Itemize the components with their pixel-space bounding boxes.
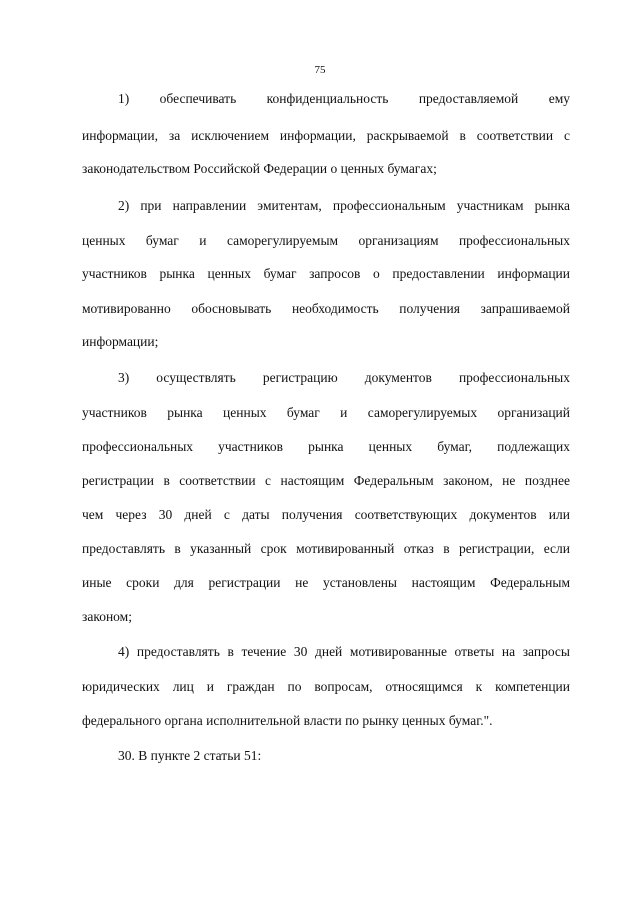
text-line: 30. В пункте 2 статьи 51: (118, 748, 262, 763)
text-line: 3) осуществлять регистрацию документов профессиональных (118, 370, 570, 385)
text-line: законодательством Российской Федерации о ценных бумагах; (82, 161, 437, 176)
text-line: мотивированно обосновывать необходимость получения запрашиваемой (82, 301, 570, 316)
text-line: иные сроки для регистрации не установлены настоящим Федеральным (82, 575, 570, 590)
text-line: 4) предоставлять в течение 30 дней мотивированные ответы на запросы (118, 644, 570, 659)
text-line: юридических лиц и граждан по вопросам, относящимся к компетенции (82, 679, 570, 694)
text-line: информации, за исключением информации, раскрываемой в соответствии с (82, 128, 570, 143)
text-line: профессиональных участников рынка ценных бумаг, подлежащих (82, 439, 570, 454)
text-line: чем через 30 дней с даты получения соответствующих документов или (82, 507, 570, 522)
text-line: законом; (82, 609, 132, 624)
text-line: ценных бумаг и саморегулируемым организациям профессиональных (82, 233, 570, 248)
text-line: федерального органа исполнительной власти по рынку ценных бумаг.". (82, 713, 493, 728)
text-line: 1) обеспечивать конфиденциальность предоставляемой ему (118, 91, 570, 106)
text-line: участников рынка ценных бумаг запросов о предоставлении информации (82, 266, 570, 281)
text-line: предоставлять в указанный срок мотивированный отказ в регистрации, если (82, 541, 570, 556)
page-number: 75 (314, 64, 326, 76)
text-line: участников рынка ценных бумаг и саморегулируемых организаций (82, 405, 570, 420)
text-line: информации; (82, 334, 159, 349)
text-line: 2) при направлении эмитентам, профессиональным участникам рынка (118, 198, 570, 213)
text-line: регистрации в соответствии с настоящим Федеральным законом, не позднее (82, 473, 570, 488)
